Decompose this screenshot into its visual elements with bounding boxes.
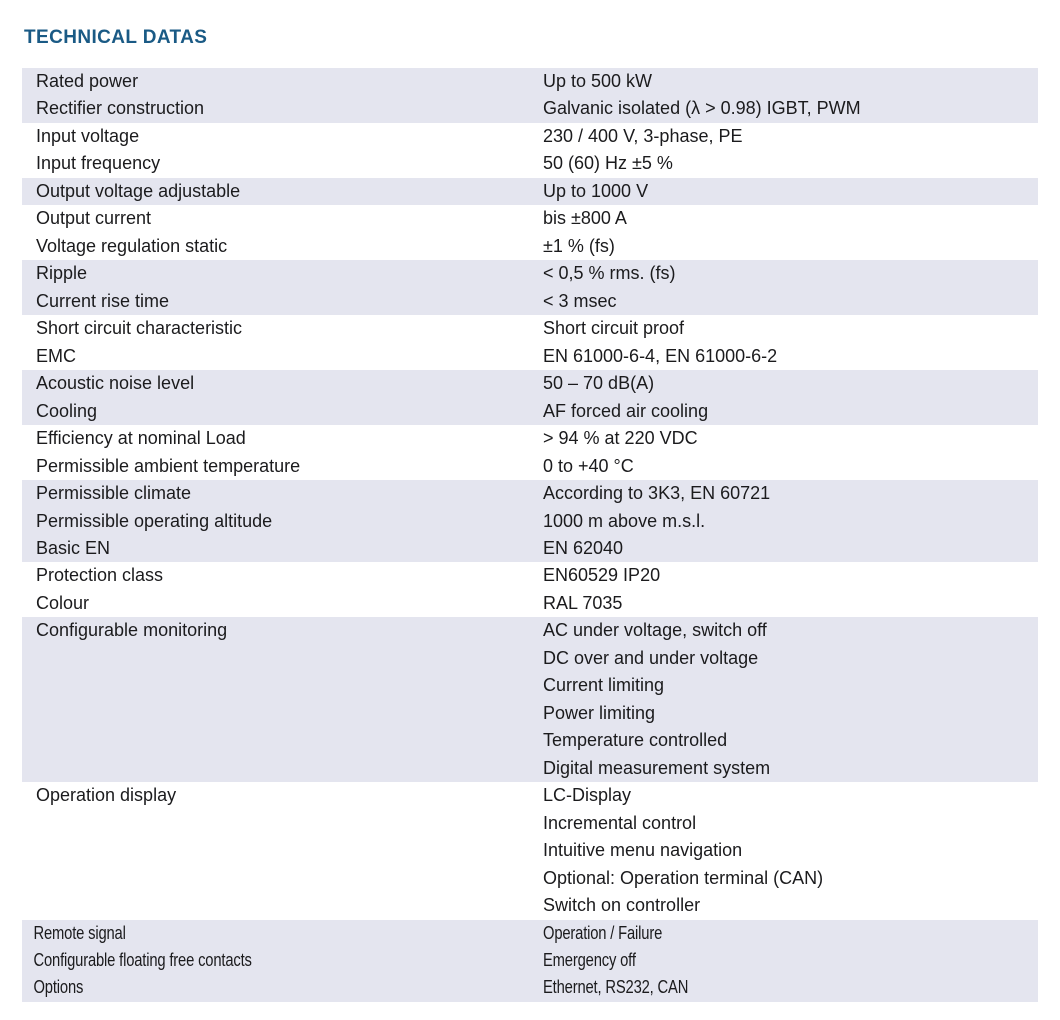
- spec-value: AF forced air cooling: [543, 400, 709, 421]
- spec-label: Permissible ambient temperature: [36, 455, 301, 476]
- table-row: [22, 398, 1038, 425]
- table-row: [22, 68, 1038, 95]
- spec-value: Optional: Operation terminal (CAN): [543, 867, 824, 888]
- spec-label: Current rise time: [36, 290, 170, 311]
- spec-value: Up to 500 kW: [543, 71, 653, 91]
- spec-band: [22, 205, 1038, 260]
- spec-label: Configurable floating free contacts: [33, 950, 252, 970]
- spec-value: Short circuit proof: [543, 318, 685, 339]
- spec-value: Current limiting: [543, 675, 665, 696]
- spec-label: Operation display: [36, 785, 177, 806]
- spec-value-group: [543, 590, 1038, 617]
- spec-label: Efficiency at nominal Load: [36, 428, 246, 449]
- table-row: [22, 920, 1038, 947]
- spec-value: Power limiting: [543, 702, 656, 723]
- table-row: [22, 150, 1038, 177]
- spec-value: bis ±800 A: [543, 208, 627, 229]
- spec-value-group: [543, 920, 949, 947]
- spec-value: EN 62040: [543, 537, 624, 558]
- spec-value: According to 3K3, EN 60721: [543, 483, 771, 504]
- spec-value-group: [543, 398, 1038, 425]
- spec-band: [22, 315, 1038, 370]
- spec-value: 0 to +40 °C: [543, 455, 634, 476]
- spec-value: 50 – 70 dB(A): [543, 373, 655, 394]
- table-row: [22, 233, 1038, 260]
- spec-value-group: [543, 425, 1038, 452]
- spec-value-group: [543, 150, 1038, 177]
- table-row: [22, 205, 1038, 232]
- spec-value-group: [543, 178, 1038, 205]
- spec-label: Input voltage: [36, 125, 140, 146]
- spec-value: Incremental control: [543, 812, 697, 833]
- spec-value: Switch on controller: [543, 895, 701, 916]
- spec-value: Digital measurement system: [543, 757, 771, 778]
- table-row: [22, 315, 1038, 342]
- table-row: [22, 535, 1038, 562]
- spec-value: Up to 1000 V: [543, 180, 649, 201]
- spec-value-group: [543, 782, 1038, 919]
- spec-label: Protection class: [36, 565, 164, 586]
- spec-band: [22, 68, 1038, 123]
- spec-label: Output voltage adjustable: [36, 180, 241, 201]
- spec-value: < 3 msec: [543, 290, 617, 311]
- table-row: [22, 562, 1038, 589]
- table-row: [22, 617, 1038, 782]
- spec-label: Colour: [36, 592, 90, 613]
- spec-value: 1000 m above m.s.l.: [543, 510, 706, 531]
- spec-value: Ethernet, RS232, CAN: [543, 977, 689, 998]
- table-row: [22, 590, 1038, 617]
- technical-data-table: [22, 68, 1038, 1002]
- spec-value-group: [543, 288, 1038, 315]
- spec-value: Intuitive menu navigation: [543, 840, 743, 861]
- spec-label: Remote signal: [33, 922, 126, 943]
- spec-value-group: [543, 453, 1038, 480]
- spec-band: [22, 123, 1038, 178]
- spec-label: Configurable monitoring: [36, 620, 228, 641]
- table-row: [22, 288, 1038, 315]
- spec-value-group: [543, 343, 1038, 370]
- spec-value-group: [543, 617, 1038, 782]
- spec-value: 50 (60) Hz ±5 %: [543, 153, 673, 174]
- spec-value: ±1 % (fs): [543, 235, 615, 256]
- page-title: TECHNICAL DATAS: [24, 26, 208, 48]
- spec-value-group: [543, 480, 1038, 507]
- spec-label: Options: [33, 977, 84, 998]
- spec-label: Basic EN: [36, 537, 111, 558]
- spec-value: AC under voltage, switch off: [543, 620, 767, 641]
- table-row: [22, 343, 1038, 370]
- spec-value-group: [543, 974, 949, 1001]
- spec-band: [22, 425, 1038, 480]
- spec-band: [22, 617, 1038, 782]
- spec-value-group: [543, 562, 1038, 589]
- spec-value: DC over and under voltage: [543, 647, 759, 668]
- spec-label: Rectifier construction: [36, 98, 205, 119]
- spec-label: Cooling: [36, 400, 98, 421]
- spec-value: Emergency off: [543, 950, 636, 970]
- table-row: [22, 974, 1038, 1001]
- spec-value: 230 / 400 V, 3-phase, PE: [543, 125, 743, 146]
- spec-label: Acoustic noise level: [36, 373, 195, 394]
- spec-band: [22, 370, 1038, 425]
- spec-value: RAL 7035: [543, 592, 623, 613]
- spec-label: Output current: [36, 208, 152, 229]
- table-row: [22, 508, 1038, 535]
- table-row: [22, 178, 1038, 205]
- spec-value: Temperature controlled: [543, 730, 728, 751]
- spec-band: [22, 782, 1038, 919]
- spec-band: [22, 178, 1038, 205]
- table-row: [22, 453, 1038, 480]
- table-row: [22, 425, 1038, 452]
- spec-value: Operation / Failure: [543, 922, 663, 943]
- table-row: [22, 782, 1038, 919]
- spec-label: Ripple: [36, 263, 88, 284]
- spec-value: LC-Display: [543, 785, 632, 806]
- spec-label: Input frequency: [36, 153, 161, 174]
- spec-label: Voltage regulation static: [36, 235, 228, 256]
- table-row: [22, 370, 1038, 397]
- spec-value: < 0,5 % rms. (fs): [543, 263, 676, 284]
- spec-value-group: [543, 370, 1038, 397]
- spec-label: EMC: [36, 345, 76, 366]
- table-row: [22, 947, 1038, 974]
- spec-label: Permissible climate: [36, 483, 192, 504]
- spec-value: Galvanic isolated (λ > 0.98) IGBT, PWM: [543, 98, 861, 119]
- spec-value-group: [543, 95, 1038, 122]
- spec-band: [22, 920, 1038, 1002]
- spec-value-group: [543, 315, 1038, 342]
- spec-value-group: [543, 947, 949, 974]
- spec-label: Permissible operating altitude: [36, 510, 273, 531]
- spec-band: [22, 480, 1038, 562]
- spec-label: Short circuit characteristic: [36, 318, 243, 339]
- spec-value: EN60529 IP20: [543, 565, 661, 586]
- spec-value-group: [543, 68, 1038, 95]
- spec-value-group: [543, 508, 1038, 535]
- spec-value-group: [543, 205, 1038, 232]
- spec-value: EN 61000-6-4, EN 61000-6-2: [543, 345, 778, 366]
- spec-label: Rated power: [36, 71, 139, 91]
- table-row: [22, 95, 1038, 122]
- spec-value-group: [543, 233, 1038, 260]
- spec-value-group: [543, 535, 1038, 562]
- spec-value: > 94 % at 220 VDC: [543, 428, 698, 449]
- table-row: [22, 480, 1038, 507]
- spec-band: [22, 260, 1038, 315]
- table-row: [22, 123, 1038, 150]
- spec-band: [22, 562, 1038, 617]
- spec-value-group: [543, 123, 1038, 150]
- table-row: [22, 260, 1038, 287]
- spec-value-group: [543, 260, 1038, 287]
